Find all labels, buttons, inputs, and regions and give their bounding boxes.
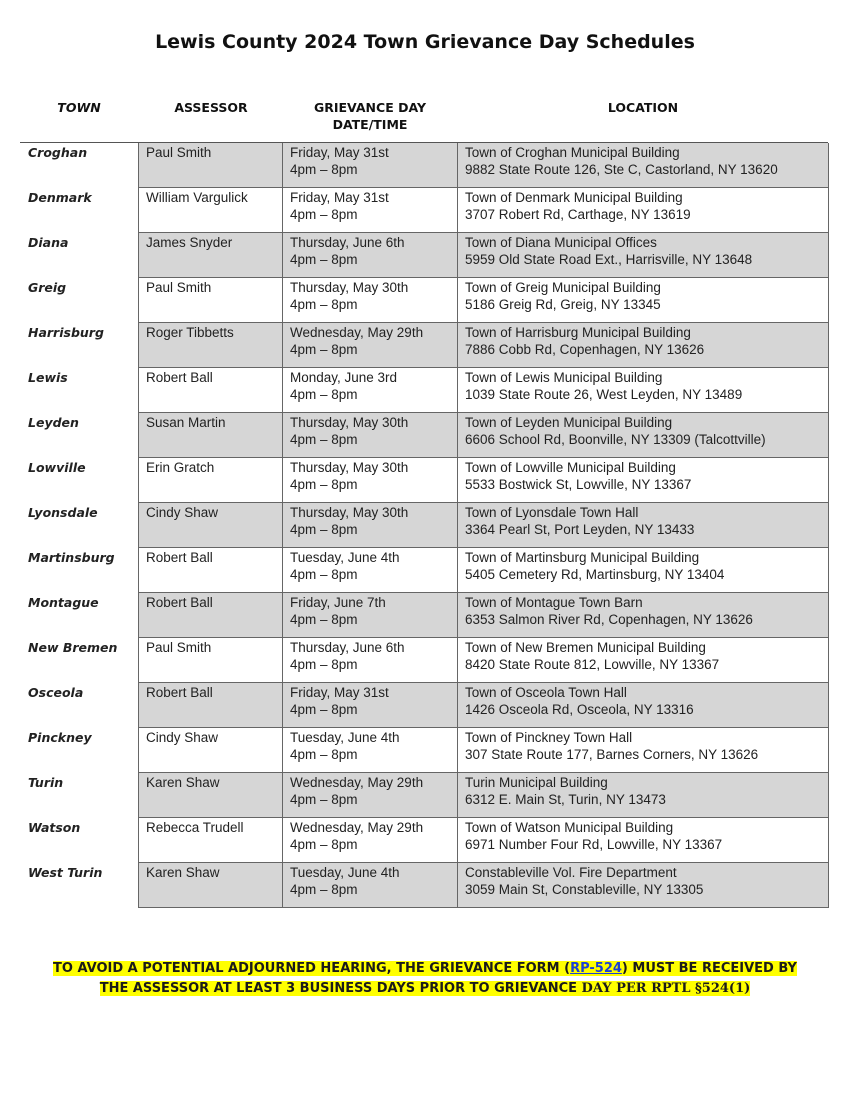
grievance-time: 4pm – 8pm <box>290 746 358 762</box>
grievance-date-cell <box>282 188 457 233</box>
town-cell <box>20 413 138 458</box>
location-address: 3059 Main St, Constableville, NY 13305 <box>465 881 704 897</box>
location-cell <box>457 683 829 728</box>
assessor-name: Robert Ball <box>146 595 213 610</box>
grievance-date: Thursday, May 30th <box>290 505 409 520</box>
location-cell <box>457 773 829 818</box>
assessor-cell <box>138 638 282 683</box>
town-name: New Bremen <box>28 640 118 655</box>
table-row <box>20 503 830 548</box>
notice-line-1 <box>53 961 797 976</box>
assessor-cell <box>138 863 282 908</box>
location-address: 5533 Bostwick St, Lowville, NY 13367 <box>465 476 692 492</box>
assessor-cell <box>138 593 282 638</box>
grievance-time: 4pm – 8pm <box>290 251 358 267</box>
town-cell <box>20 323 138 368</box>
location-cell <box>457 548 829 593</box>
grievance-time: 4pm – 8pm <box>290 476 358 492</box>
grievance-time: 4pm – 8pm <box>290 206 358 222</box>
town-cell <box>20 278 138 323</box>
grievance-date-cell <box>282 368 457 413</box>
location-cell <box>457 863 829 908</box>
location-cell <box>457 818 829 863</box>
location-cell <box>457 728 829 773</box>
assessor-name: James Snyder <box>146 235 233 250</box>
location-name: Town of Diana Municipal Offices <box>465 235 657 250</box>
grievance-date-cell <box>282 818 457 863</box>
grievance-date: Wednesday, May 29th <box>290 325 424 340</box>
location-name: Town of Harrisburg Municipal Building <box>465 325 691 340</box>
assessor-name: Robert Ball <box>146 550 213 565</box>
town-name: Denmark <box>28 190 92 205</box>
table-row <box>20 188 830 233</box>
town-cell <box>20 368 138 413</box>
assessor-cell <box>138 773 282 818</box>
location-name: Town of Lowville Municipal Building <box>465 460 676 475</box>
table-row <box>20 773 830 818</box>
assessor-cell <box>138 503 282 548</box>
location-cell <box>457 638 829 683</box>
town-name: Greig <box>28 280 67 295</box>
location-name: Town of Lewis Municipal Building <box>465 370 663 385</box>
column-header-assessor: ASSESSOR <box>174 100 248 115</box>
grievance-date: Tuesday, June 4th <box>290 550 400 565</box>
table-row <box>20 728 830 773</box>
location-name: Town of Croghan Municipal Building <box>465 145 680 160</box>
town-cell <box>20 818 138 863</box>
location-address: 5959 Old State Road Ext., Harrisville, NY 13648 <box>465 251 753 267</box>
location-cell <box>457 278 829 323</box>
grievance-date: Tuesday, June 4th <box>290 865 400 880</box>
grievance-date-cell <box>282 728 457 773</box>
location-address: 3707 Robert Rd, Carthage, NY 13619 <box>465 206 691 222</box>
location-name: Town of Denmark Municipal Building <box>465 190 683 205</box>
location-name: Town of Greig Municipal Building <box>465 280 661 295</box>
location-address: 1426 Osceola Rd, Osceola, NY 13316 <box>465 701 694 717</box>
location-address: 307 State Route 177, Barnes Corners, NY 13626 <box>465 746 759 762</box>
town-name: Watson <box>28 820 81 835</box>
town-cell <box>20 233 138 278</box>
town-cell <box>20 638 138 683</box>
grievance-date-cell <box>282 683 457 728</box>
location-address: 6312 E. Main St, Turin, NY 13473 <box>465 791 666 807</box>
location-address: 1039 State Route 26, West Leyden, NY 13489 <box>465 386 743 402</box>
notice-text-2: ) MUST BE RECEIVED BY <box>621 961 797 976</box>
grievance-date: Thursday, June 6th <box>290 235 405 250</box>
assessor-name: William Vargulick <box>146 190 248 205</box>
town-cell <box>20 503 138 548</box>
assessor-cell <box>138 323 282 368</box>
notice-line-2 <box>100 981 751 996</box>
town-cell <box>20 548 138 593</box>
grievance-time: 4pm – 8pm <box>290 881 358 897</box>
assessor-name: Cindy Shaw <box>146 730 219 745</box>
assessor-name: Susan Martin <box>146 415 226 430</box>
page-title: Lewis County 2024 Town Grievance Day Schedules <box>155 31 695 53</box>
location-name: Town of Watson Municipal Building <box>465 820 674 835</box>
table-row <box>20 593 830 638</box>
town-name: Leyden <box>28 415 79 430</box>
grievance-date-cell <box>282 773 457 818</box>
location-name: Town of Pinckney Town Hall <box>465 730 633 745</box>
grievance-date: Thursday, May 30th <box>290 460 409 475</box>
assessor-name: Robert Ball <box>146 685 213 700</box>
town-name: Croghan <box>28 145 88 160</box>
grievance-date: Friday, May 31st <box>290 685 389 700</box>
location-cell <box>457 503 829 548</box>
column-header-grievance-date <box>284 99 456 133</box>
assessor-name: Rebecca Trudell <box>146 820 244 835</box>
notice-text-3: THE ASSESSOR AT LEAST 3 BUSINESS DAYS PRIOR TO GRIEVANCE <box>99 981 582 996</box>
town-cell <box>20 863 138 908</box>
location-name: Town of Osceola Town Hall <box>465 685 627 700</box>
town-cell <box>20 143 138 188</box>
grievance-time: 4pm – 8pm <box>290 296 358 312</box>
grievance-date-cell <box>282 863 457 908</box>
grievance-date-cell <box>282 278 457 323</box>
grievance-date: Wednesday, May 29th <box>290 820 424 835</box>
column-header-date-line2: DATE/TIME <box>332 117 408 132</box>
grievance-date: Thursday, May 30th <box>290 280 409 295</box>
location-address: 6606 School Rd, Boonville, NY 13309 (Talcottville) <box>465 431 766 447</box>
location-cell <box>457 143 829 188</box>
grievance-time: 4pm – 8pm <box>290 521 358 537</box>
location-address: 3364 Pearl St, Port Leyden, NY 13433 <box>465 521 695 537</box>
location-address: 9882 State Route 126, Ste C, Castorland, NY 13620 <box>465 161 778 177</box>
grievance-date: Wednesday, May 29th <box>290 775 424 790</box>
town-cell <box>20 593 138 638</box>
town-name: Lowville <box>28 460 86 475</box>
town-name: Montague <box>28 595 99 610</box>
grievance-time: 4pm – 8pm <box>290 836 358 852</box>
table-row <box>20 638 830 683</box>
column-header-town: TOWN <box>57 100 101 115</box>
grievance-date: Monday, June 3rd <box>290 370 398 385</box>
grievance-date: Tuesday, June 4th <box>290 730 400 745</box>
town-name: West Turin <box>28 865 103 880</box>
grievance-time: 4pm – 8pm <box>290 161 358 177</box>
assessor-name: Robert Ball <box>146 370 213 385</box>
grievance-date-cell <box>282 638 457 683</box>
town-cell <box>20 188 138 233</box>
location-name: Town of Leyden Municipal Building <box>465 415 673 430</box>
town-name: Lyonsdale <box>28 505 98 520</box>
location-address: 6353 Salmon River Rd, Copenhagen, NY 13626 <box>465 611 753 627</box>
table-row <box>20 278 830 323</box>
grievance-time: 4pm – 8pm <box>290 656 358 672</box>
assessor-cell <box>138 548 282 593</box>
grievance-date: Friday, June 7th <box>290 595 386 610</box>
location-address: 8420 State Route 812, Lowville, NY 13367 <box>465 656 720 672</box>
rp-524-link[interactable]: RP-524 <box>570 961 622 976</box>
grievance-time: 4pm – 8pm <box>290 341 358 357</box>
grievance-date-cell <box>282 548 457 593</box>
table-row <box>20 143 830 188</box>
location-cell <box>457 323 829 368</box>
location-cell <box>457 188 829 233</box>
assessor-name: Cindy Shaw <box>146 505 219 520</box>
table-row <box>20 458 830 503</box>
assessor-cell <box>138 818 282 863</box>
location-cell <box>457 593 829 638</box>
location-name: Turin Municipal Building <box>465 775 608 790</box>
assessor-cell <box>138 683 282 728</box>
assessor-cell <box>138 458 282 503</box>
location-name: Town of Lyonsdale Town Hall <box>465 505 639 520</box>
location-cell <box>457 233 829 278</box>
location-name: Constableville Vol. Fire Department <box>465 865 677 880</box>
column-header-date-line1: GRIEVANCE DAY <box>313 100 426 115</box>
assessor-cell <box>138 233 282 278</box>
grievance-date-cell <box>282 143 457 188</box>
location-name: Town of Martinsburg Municipal Building <box>465 550 700 565</box>
town-name: Martinsburg <box>28 550 115 565</box>
location-address: 5186 Greig Rd, Greig, NY 13345 <box>465 296 661 312</box>
assessor-cell <box>138 143 282 188</box>
column-header-location: LOCATION <box>607 100 679 115</box>
table-row <box>20 683 830 728</box>
grievance-date-cell <box>282 413 457 458</box>
grievance-date-cell <box>282 503 457 548</box>
grievance-notice <box>0 959 850 999</box>
location-cell <box>457 413 829 458</box>
town-name: Harrisburg <box>28 325 104 340</box>
town-name: Turin <box>28 775 64 790</box>
assessor-name: Paul Smith <box>146 640 212 655</box>
grievance-date-cell <box>282 458 457 503</box>
table-row <box>20 413 830 458</box>
grievance-date-cell <box>282 593 457 638</box>
location-cell <box>457 458 829 503</box>
notice-text-4: DAY PER RPTL §524(1) <box>581 981 751 996</box>
table-row <box>20 863 830 908</box>
assessor-cell <box>138 188 282 233</box>
location-address: 5405 Cemetery Rd, Martinsburg, NY 13404 <box>465 566 725 582</box>
assessor-name: Erin Gratch <box>146 460 215 475</box>
town-name: Pinckney <box>28 730 92 745</box>
grievance-date-cell <box>282 323 457 368</box>
table-row <box>20 548 830 593</box>
table-row <box>20 323 830 368</box>
table-row <box>20 818 830 863</box>
town-name: Lewis <box>28 370 68 385</box>
grievance-date: Thursday, May 30th <box>290 415 409 430</box>
grievance-time: 4pm – 8pm <box>290 701 358 717</box>
grievance-date-cell <box>282 233 457 278</box>
assessor-name: Roger Tibbetts <box>146 325 234 340</box>
location-cell <box>457 368 829 413</box>
notice-text-1: TO AVOID A POTENTIAL ADJOURNED HEARING, THE GRIEVANCE FORM ( <box>53 961 571 976</box>
grievance-date: Friday, May 31st <box>290 190 389 205</box>
grievance-time: 4pm – 8pm <box>290 386 358 402</box>
assessor-cell <box>138 728 282 773</box>
town-cell <box>20 458 138 503</box>
assessor-name: Paul Smith <box>146 145 212 160</box>
location-name: Town of Montague Town Barn <box>465 595 643 610</box>
town-cell <box>20 728 138 773</box>
grievance-time: 4pm – 8pm <box>290 566 358 582</box>
location-address: 6971 Number Four Rd, Lowville, NY 13367 <box>465 836 723 852</box>
grievance-date: Friday, May 31st <box>290 145 389 160</box>
assessor-name: Karen Shaw <box>146 775 220 790</box>
schedule-table <box>20 143 830 908</box>
assessor-name: Karen Shaw <box>146 865 220 880</box>
town-name: Diana <box>28 235 69 250</box>
grievance-time: 4pm – 8pm <box>290 431 358 447</box>
assessor-cell <box>138 278 282 323</box>
grievance-date: Thursday, June 6th <box>290 640 405 655</box>
grievance-time: 4pm – 8pm <box>290 791 358 807</box>
assessor-cell <box>138 368 282 413</box>
location-address: 7886 Cobb Rd, Copenhagen, NY 13626 <box>465 341 705 357</box>
assessor-name: Paul Smith <box>146 280 212 295</box>
location-name: Town of New Bremen Municipal Building <box>465 640 706 655</box>
grievance-time: 4pm – 8pm <box>290 611 358 627</box>
table-row <box>20 233 830 278</box>
town-cell <box>20 773 138 818</box>
town-name: Osceola <box>28 685 84 700</box>
table-row <box>20 368 830 413</box>
assessor-cell <box>138 413 282 458</box>
town-cell <box>20 683 138 728</box>
